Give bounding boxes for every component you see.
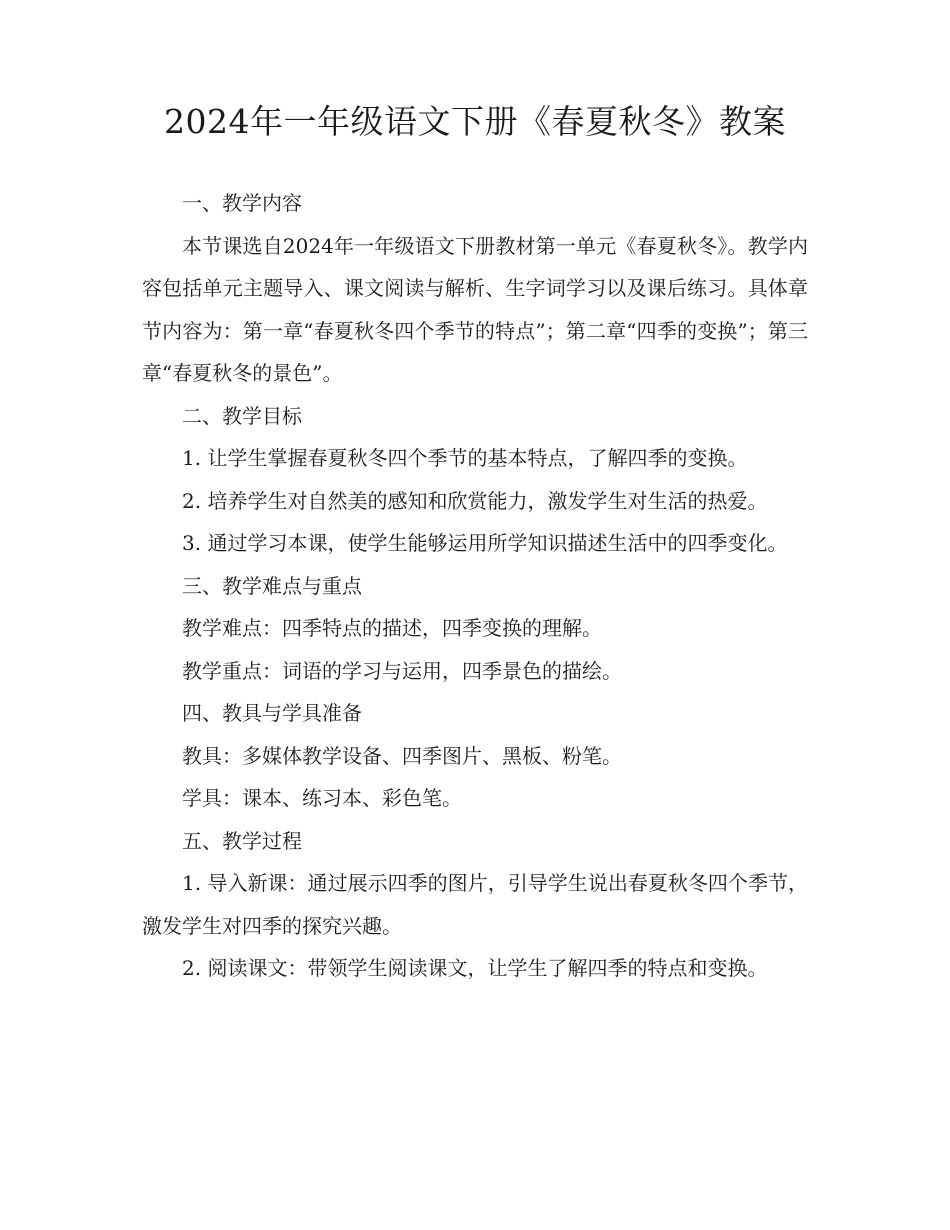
document-title: 2024年一年级语文下册《春夏秋冬》教案 [164,102,786,141]
goal-item-3: 3. 通过学习本课，使学生能够运用所学知识描述生活中的四季变化。 [182,531,788,555]
student-materials-paragraph: 学具：课本、练习本、彩色笔。 [182,786,462,810]
difficulty-paragraph: 教学难点：四季特点的描述，四季变换的理解。 [182,616,602,640]
section-heading-difficulties: 三、教学难点与重点 [182,573,362,598]
section-heading-content: 一、教学内容 [182,191,302,215]
section-heading-goals: 二、教学目标 [182,403,302,428]
content-paragraph: 本节课选自2024年一年级语文下册教材第一单元《春夏秋冬》。教学内容包括单元主题导入、课文阅读与解析、生字词学习以及课后练习。具体章节内容为：第一章“春夏秋冬四个季节的特点”；第二章“四季的变换”；第三章“春夏秋冬的景色”。 [142,233,808,385]
goal-item-1: 1. 让学生掌握春夏秋冬四个季节的基本特点，了解四季的变换。 [182,446,748,470]
goal-item-2: 2. 培养学生对自然美的感知和欣赏能力，激发学生对生活的热爱。 [182,488,768,513]
section-heading-materials: 四、教具与学具准备 [182,701,362,725]
process-step-1: 1. 导入新课：通过展示四季的图片，引导学生说出春夏秋冬四个季节，激发学生对四季的探究兴趣。 [142,871,808,938]
teacher-materials-paragraph: 教具：多媒体教学设备、四季图片、黑板、粉笔。 [182,743,622,768]
key-point-paragraph: 教学重点：词语的学习与运用，四季景色的描绘。 [182,658,622,683]
document-page [142,96,808,990]
process-step-2: 2. 阅读课文：带领学生阅读课文，让学生了解四季的特点和变换。 [182,956,768,980]
section-heading-process: 五、教学过程 [182,828,302,853]
